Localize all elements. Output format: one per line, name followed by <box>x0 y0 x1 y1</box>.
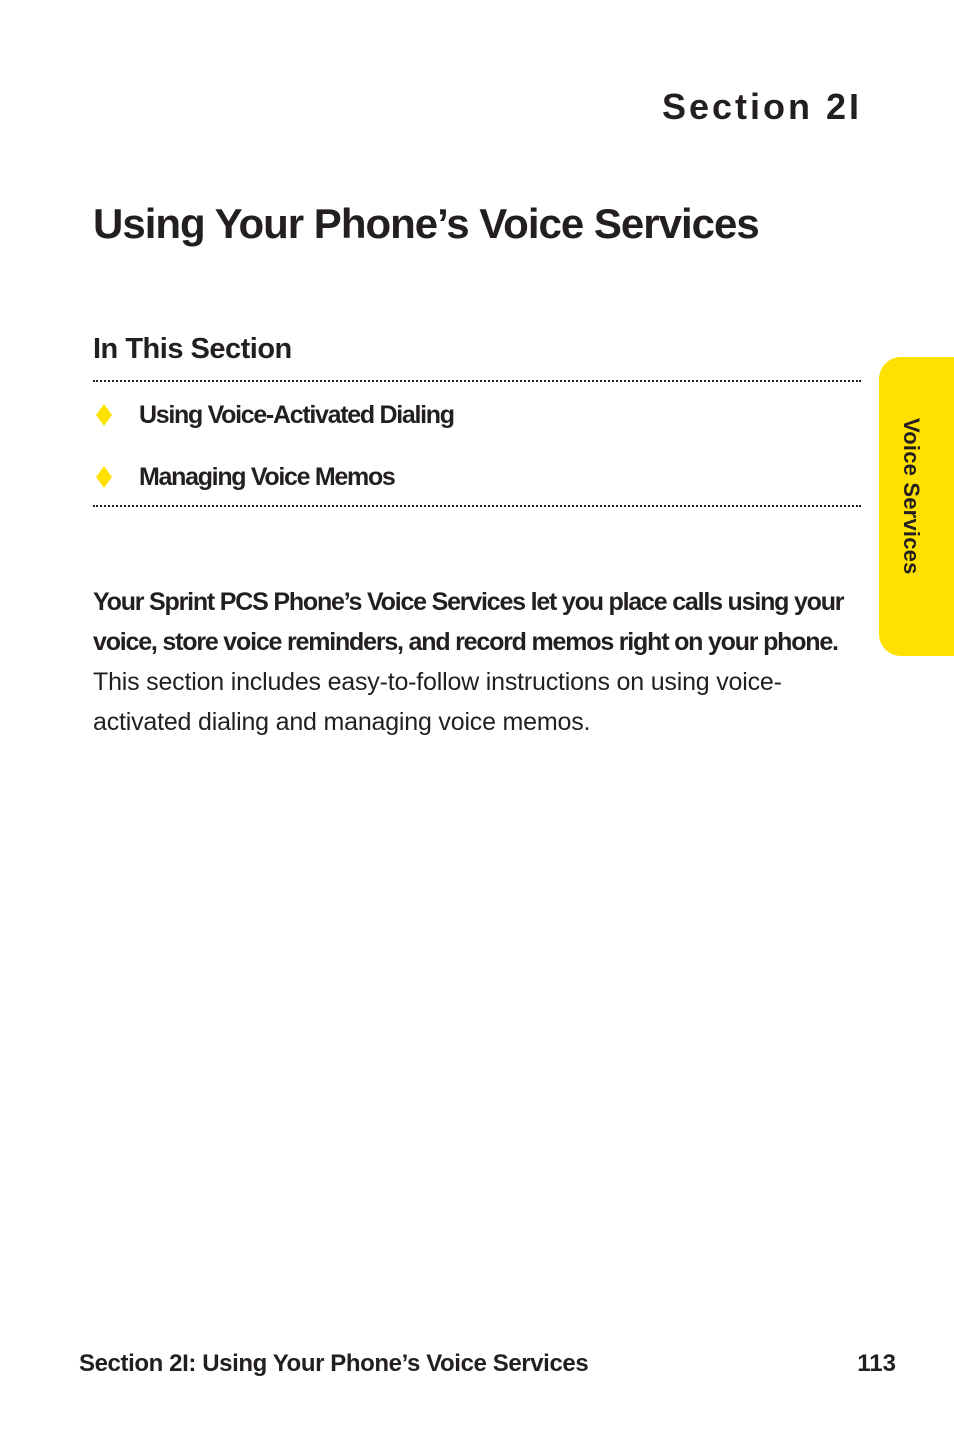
intro-bold-lead: Your Sprint PCS Phone’s Voice Services let you place calls using your voice, store voice reminders, and record memos right on your phone. <box>93 588 844 656</box>
diamond-bullet-icon <box>96 466 112 488</box>
divider-bottom <box>93 505 861 507</box>
intro-paragraph <box>93 582 853 742</box>
page-number: 113 <box>857 1350 896 1377</box>
toc-item-voice-memos[interactable] <box>96 460 395 494</box>
page-title: Using Your Phone’s Voice Services <box>93 200 759 247</box>
toc-item-voice-activated-dialing[interactable] <box>96 398 454 432</box>
diamond-bullet-icon <box>96 404 112 426</box>
intro-text: This section includes easy-to-follow instructions on using voice-activated dialing and managing voice memos. <box>93 668 782 736</box>
section-label: Section 2I <box>661 86 862 127</box>
side-tab-label: Voice Services <box>899 418 924 575</box>
in-this-section-heading: In This Section <box>93 333 292 365</box>
footer-title: Section 2I: Using Your Phone’s Voice Services <box>79 1350 589 1377</box>
divider-top <box>93 380 861 382</box>
toc-item-label: Managing Voice Memos <box>139 462 395 491</box>
toc-item-label: Using Voice-Activated Dialing <box>139 400 454 429</box>
